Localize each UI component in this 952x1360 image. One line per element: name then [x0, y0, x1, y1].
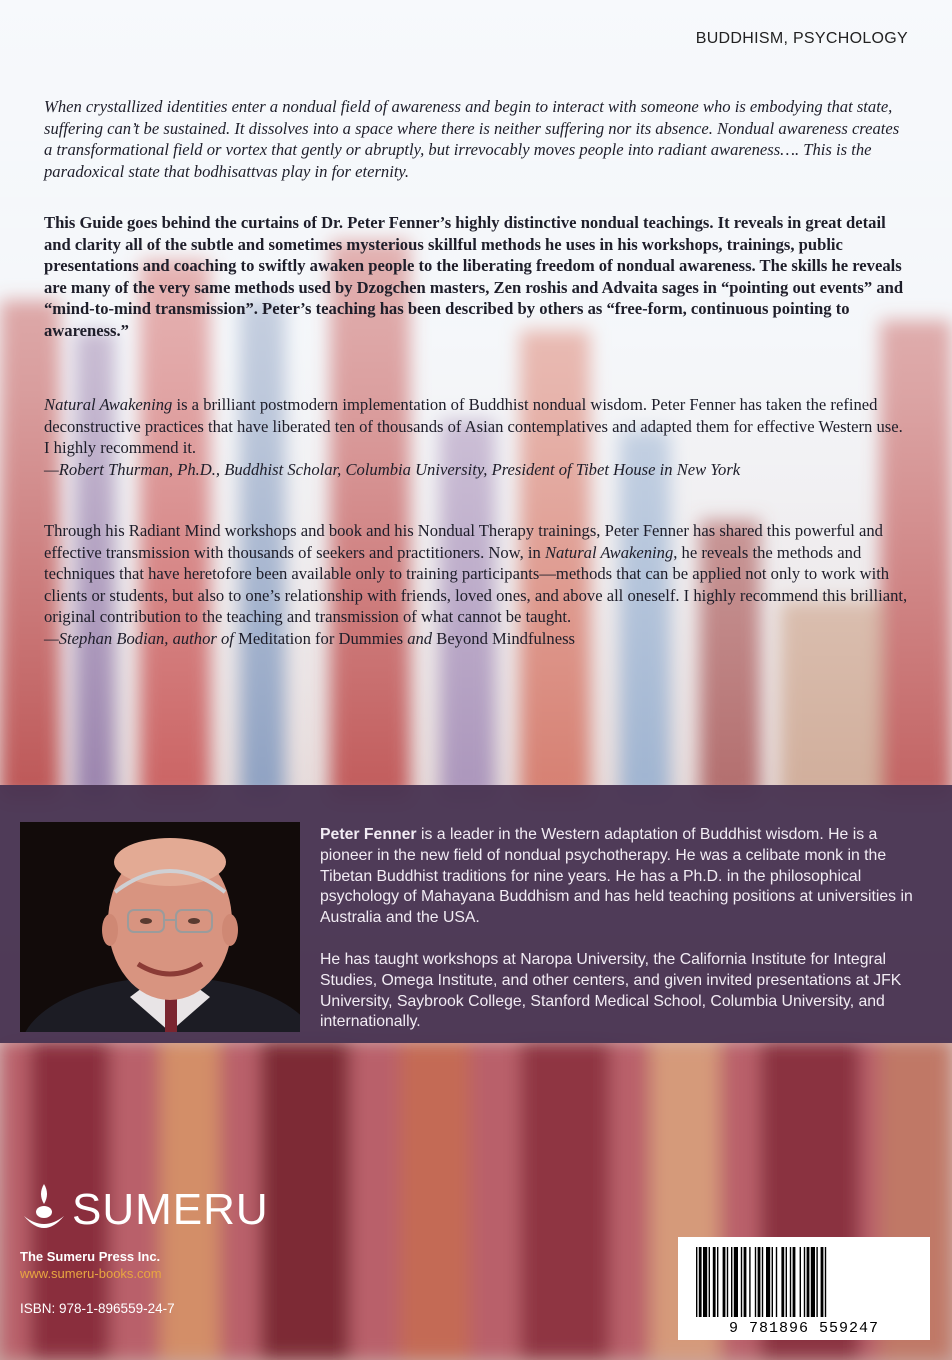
barcode-bars-icon: [678, 1237, 930, 1321]
endorsement-text: is a brilliant postmodern implementation of Buddhist nondual wisdom. Peter Fenner has taken the refined deconstructive practices that have liberated ten of thousands of Asian contemplatives and adapted them for effective Western use. I highly recommend it.: [44, 395, 903, 458]
publisher-url[interactable]: www.sumeru-books.com: [20, 1266, 162, 1281]
book-title: Natural Awakening: [44, 395, 173, 414]
endorsement-attribution: —Robert Thurman, Ph.D., Buddhist Scholar, Columbia University, President of Tibet House in New York: [44, 459, 741, 479]
lotus-flame-icon: [24, 1184, 64, 1228]
publisher-info: [20, 1248, 162, 1282]
author-bio: Peter Fenner is a leader in the Western adaptation of Buddhist wisdom. He is a pioneer in the new field of nondual psychotherapy. He was a celibate monk in the Tibetan Buddhist traditions for nine years. He has a Ph.D. in the philosophical psychology of Mahayana Buddhism and has held teaching positions at universities in Australia and the USA. He has taught workshops at Naropa University, the California Institute for Integral Studies, Omega Institute, and other centers, and given invited presentations at JFK University, Saybrook College, Stanford Medical School, Columbia University, and internationally.: [320, 825, 920, 1054]
endorsement-bodian: [44, 520, 908, 650]
book-title-beyond: Beyond Mindfulness: [436, 628, 575, 648]
book-description: This Guide goes behind the curtains of Dr. Peter Fenner’s highly distinctive nondual teachings. It reveals in great detail and clarity all of the subtle and sometimes mysterious skillful methods he uses in his workshops, trainings, public presentations and coaching to swiftly awaken people to the liberating freedom of nondual awareness. The skills he reveals are many of the very same methods used by Dzogchen masters, Zen roshis and Advaita sages in “pointing out events” and “mind-to-mind transmission”. Peter’s teaching has been described by others as “free-form, continuous pointing to awareness.”: [44, 213, 904, 340]
endorsement-text-a: Through his Radiant Mind workshops and book and his Nondual Therapy trainings, Peter Fenner has shared this powerful and effective transmission with thousands of seekers and practitioners. Now, in: [44, 521, 883, 562]
logo-text: SUMERU: [72, 1185, 269, 1234]
book-title: Natural Awakening: [544, 542, 674, 562]
isbn-text: ISBN: 978-1-896559-24-7: [20, 1301, 175, 1316]
author-name: Peter Fenner: [320, 826, 417, 843]
author-bio-2: He has taught workshops at Naropa University, the California Institute for Integral Studies, Omega Institute, and other centers, and given invited presentations at JFK University, Saybrook College, Stanford Medical School, Columbia University, and internationally.: [320, 950, 902, 1031]
barcode-digits: 9 781896 559247: [728, 1320, 880, 1337]
category-label: BUDDHISM, PSYCHOLOGY: [695, 30, 908, 47]
endorsement-thurman: [44, 394, 908, 480]
author-photo: [20, 822, 300, 1032]
book-title-meditation: Meditation for Dummies: [238, 628, 404, 648]
endorsement-text-b: , he reveals the methods and techniques that have heretofore been available only to training participants—methods that can be applied not only to work with clients or students, but also to one’s relationship with friends, loved ones, and above all oneself. I highly recommend this brilliant, original contribution to the teaching and transmission of what cannot be taught.: [44, 542, 908, 627]
barcode: [678, 1237, 930, 1340]
epigraph: When crystallized identities enter a nondual field of awareness and begin to interact with someone who is embodying that state, suffering can’t be sustained. It dissolves into a space where there is neither suffering nor its absence. Nondual awareness creates a transformational field or vortex that gently or abruptly, but irrevocably moves people into radiant awareness…. This is the paradoxical state that bodhisattvas play in for eternity.: [44, 97, 900, 181]
endorsement-attribution: —Stephan Bodian, author of Meditation for Dummies and Beyond Mindfulness: [44, 628, 575, 648]
publisher-name: The Sumeru Press Inc.: [20, 1249, 161, 1264]
sumeru-logo: [20, 1176, 290, 1247]
